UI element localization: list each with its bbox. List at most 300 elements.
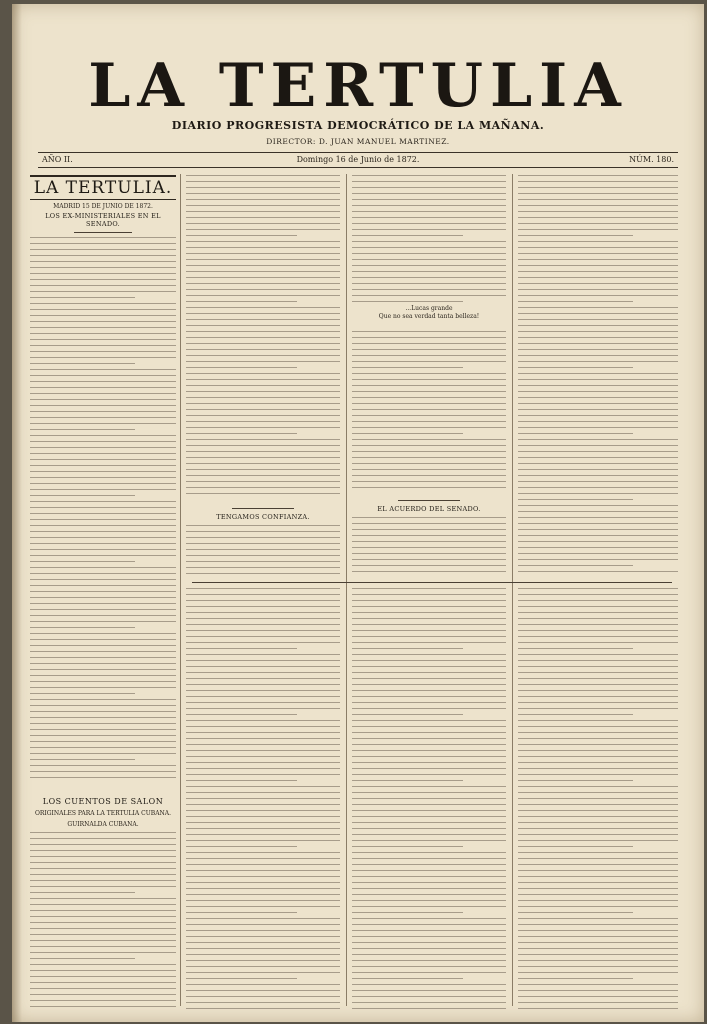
text-line <box>352 828 506 829</box>
column-1-feuilleton <box>30 794 176 1014</box>
text-line <box>518 445 678 446</box>
text-line <box>518 529 678 530</box>
text-line <box>352 966 506 967</box>
text-line <box>518 217 678 218</box>
text-line <box>30 910 176 911</box>
text-line <box>518 373 678 374</box>
text-line <box>518 648 633 649</box>
text-line <box>518 301 633 302</box>
text-line <box>352 283 506 284</box>
text-line <box>352 936 506 937</box>
text-line <box>518 361 678 362</box>
text-line <box>352 708 506 709</box>
text-line <box>352 810 506 811</box>
text-line <box>352 912 463 913</box>
text-line <box>352 427 506 428</box>
text-line <box>352 445 506 446</box>
text-line <box>518 571 678 572</box>
text-line <box>352 978 463 979</box>
text-line <box>518 936 678 937</box>
text-line <box>186 439 340 440</box>
text-line <box>518 642 678 643</box>
text-line <box>30 255 176 256</box>
text-line <box>186 684 340 685</box>
text-line <box>30 693 135 694</box>
text-line <box>30 832 176 833</box>
column-1-article <box>30 175 176 785</box>
text-line <box>518 738 678 739</box>
text-line <box>352 475 506 476</box>
text-line <box>518 505 678 506</box>
text-line <box>186 307 340 308</box>
text-line <box>186 427 340 428</box>
text-line <box>518 660 678 661</box>
text-line <box>518 966 678 967</box>
feuilleton-headline: LOS CUENTOS DE SALON <box>42 797 164 806</box>
text-line <box>30 453 176 454</box>
text-line <box>30 441 176 442</box>
text-line <box>30 381 176 382</box>
text-line <box>30 609 176 610</box>
text-line <box>518 1008 678 1009</box>
text-line <box>352 241 506 242</box>
text-line <box>518 912 633 913</box>
text-line <box>352 529 506 530</box>
text-line <box>186 193 340 194</box>
text-line <box>30 507 176 508</box>
text-line <box>352 391 506 392</box>
article-text <box>352 175 506 488</box>
text-line <box>186 978 297 979</box>
article-headline: LOS EX-MINISTERIALES EN EL SENADO. <box>45 212 161 228</box>
text-line <box>186 361 340 362</box>
text-line <box>352 786 506 787</box>
text-line <box>352 337 506 338</box>
text-line <box>518 547 678 548</box>
text-line <box>186 924 340 925</box>
feuilleton-story-title: GUIRNALDA CUBANA. <box>67 821 139 828</box>
text-line <box>518 241 678 242</box>
text-line <box>30 603 176 604</box>
text-line <box>518 439 678 440</box>
text-line <box>352 948 506 949</box>
text-line <box>186 313 340 314</box>
column-2-feuilleton <box>186 588 340 1016</box>
text-line <box>352 612 506 613</box>
text-line <box>30 423 176 424</box>
text-line <box>186 247 340 248</box>
text-line <box>352 846 463 847</box>
text-line <box>30 285 176 286</box>
text-line <box>30 856 176 857</box>
text-line <box>352 523 506 524</box>
text-line <box>186 762 340 763</box>
text-line <box>186 259 340 260</box>
text-line <box>518 906 678 907</box>
text-line <box>186 277 340 278</box>
text-line <box>352 702 506 703</box>
text-line <box>518 349 678 350</box>
text-line <box>186 690 340 691</box>
issue-number: NÚM. 180. <box>629 155 674 164</box>
text-line <box>518 193 678 194</box>
article-headline: TENGAMOS CONFIANZA. <box>216 513 310 521</box>
text-line <box>352 235 463 236</box>
text-line <box>30 928 176 929</box>
text-line <box>518 714 633 715</box>
text-line <box>186 343 340 344</box>
text-line <box>186 660 340 661</box>
text-line <box>186 768 340 769</box>
subarticle-subhead: Que no sea verdad tanta belleza! <box>378 313 480 320</box>
text-line <box>352 930 506 931</box>
text-line <box>30 681 176 682</box>
text-line <box>186 379 340 380</box>
text-line <box>30 723 176 724</box>
text-line <box>30 663 176 664</box>
text-line <box>186 876 340 877</box>
text-line <box>30 988 176 989</box>
text-line <box>352 942 506 943</box>
text-line <box>518 954 678 955</box>
text-line <box>518 840 678 841</box>
text-line <box>186 834 340 835</box>
text-line <box>352 343 506 344</box>
text-line <box>518 517 678 518</box>
text-line <box>352 439 506 440</box>
text-line <box>518 834 678 835</box>
text-line <box>518 379 678 380</box>
text-line <box>186 990 340 991</box>
text-line <box>518 876 678 877</box>
text-line <box>518 948 678 949</box>
masthead-director: DIRECTOR: D. JUAN MANUEL MARTINEZ. <box>266 137 450 146</box>
text-line <box>352 277 506 278</box>
text-line <box>352 804 506 805</box>
text-line <box>30 411 176 412</box>
text-line <box>352 906 506 907</box>
text-line <box>30 597 176 598</box>
text-line <box>518 289 678 290</box>
text-line <box>352 535 506 536</box>
text-line <box>352 678 506 679</box>
text-line <box>30 375 176 376</box>
text-line <box>518 427 678 428</box>
text-line <box>518 750 678 751</box>
text-line <box>186 415 340 416</box>
text-line <box>186 445 340 446</box>
feuilleton-text <box>186 588 340 1009</box>
text-line <box>352 762 506 763</box>
text-line <box>186 475 340 476</box>
text-line <box>352 571 506 572</box>
article-text <box>186 175 340 494</box>
text-line <box>186 882 340 883</box>
text-line <box>30 729 176 730</box>
text-line <box>30 747 176 748</box>
text-line <box>186 852 340 853</box>
text-line <box>186 750 340 751</box>
text-line <box>30 321 176 322</box>
column-3-feuilleton <box>352 588 506 1016</box>
text-line <box>30 519 176 520</box>
text-line <box>30 465 176 466</box>
text-line <box>30 934 176 935</box>
text-line <box>518 337 678 338</box>
text-line <box>352 720 506 721</box>
article-text <box>186 525 340 574</box>
text-line <box>518 858 678 859</box>
text-line <box>518 696 678 697</box>
text-line <box>352 349 506 350</box>
text-line <box>30 483 176 484</box>
text-line <box>30 940 176 941</box>
text-line <box>352 714 463 715</box>
separator <box>398 500 460 501</box>
text-line <box>352 732 506 733</box>
text-line <box>518 732 678 733</box>
text-line <box>30 591 176 592</box>
text-line <box>186 457 340 458</box>
text-line <box>186 648 297 649</box>
text-line <box>518 864 678 865</box>
text-line <box>352 798 506 799</box>
text-line <box>352 271 506 272</box>
text-line <box>186 349 340 350</box>
text-line <box>30 886 176 887</box>
text-line <box>518 726 678 727</box>
text-line <box>518 415 678 416</box>
masthead-subtitle: DIARIO PROGRESISTA DEMOCRÁTICO DE LA MAÑANA. <box>171 119 545 132</box>
text-line <box>186 421 340 422</box>
text-line <box>30 880 176 881</box>
column-rule <box>512 174 513 1006</box>
text-line <box>352 223 506 224</box>
text-line <box>30 970 176 971</box>
text-line <box>30 393 176 394</box>
text-line <box>352 696 506 697</box>
text-line <box>518 870 678 871</box>
text-line <box>352 229 506 230</box>
text-line <box>30 874 176 875</box>
text-line <box>186 894 340 895</box>
text-line <box>352 199 506 200</box>
text-line <box>186 373 340 374</box>
text-line <box>518 882 678 883</box>
text-line <box>186 708 340 709</box>
text-line <box>186 918 340 919</box>
text-line <box>352 924 506 925</box>
text-line <box>352 864 506 865</box>
text-line <box>186 936 340 937</box>
text-line <box>186 451 340 452</box>
text-line <box>30 579 176 580</box>
text-line <box>186 391 340 392</box>
text-line <box>518 588 678 589</box>
text-line <box>30 267 176 268</box>
text-line <box>186 573 340 574</box>
article-text <box>30 237 176 778</box>
text-line <box>30 471 176 472</box>
text-line <box>518 355 678 356</box>
text-line <box>186 954 340 955</box>
text-line <box>518 223 678 224</box>
text-line <box>352 379 506 380</box>
column-4-article <box>518 175 678 580</box>
text-line <box>518 822 678 823</box>
text-line <box>518 403 678 404</box>
text-line <box>352 355 506 356</box>
text-line <box>352 648 463 649</box>
text-line <box>30 735 176 736</box>
text-line <box>352 594 506 595</box>
text-line <box>352 768 506 769</box>
text-line <box>518 930 678 931</box>
text-line <box>518 846 633 847</box>
text-line <box>352 421 506 422</box>
text-line <box>186 549 340 550</box>
text-line <box>186 567 340 568</box>
text-line <box>186 744 340 745</box>
text-line <box>352 397 506 398</box>
text-line <box>186 960 340 961</box>
text-line <box>30 1006 176 1007</box>
text-line <box>352 972 506 973</box>
newspaper-page <box>12 4 704 1022</box>
text-line <box>186 624 340 625</box>
text-line <box>186 481 340 482</box>
text-line <box>518 918 678 919</box>
text-line <box>30 904 176 905</box>
text-line <box>352 684 506 685</box>
text-line <box>30 994 176 995</box>
text-line <box>30 759 135 760</box>
text-line <box>518 804 678 805</box>
text-line <box>518 606 678 607</box>
text-line <box>352 990 506 991</box>
text-line <box>30 513 176 514</box>
text-line <box>352 858 506 859</box>
text-line <box>186 966 340 967</box>
text-line <box>186 397 340 398</box>
text-line <box>518 433 633 434</box>
text-line <box>30 862 176 863</box>
text-line <box>30 303 176 304</box>
text-line <box>30 777 176 778</box>
text-line <box>352 487 506 488</box>
text-line <box>518 325 678 326</box>
text-line <box>186 187 340 188</box>
text-line <box>30 669 176 670</box>
text-line <box>518 181 678 182</box>
text-line <box>186 463 340 464</box>
text-line <box>518 283 678 284</box>
text-line <box>518 307 678 308</box>
text-line <box>30 477 176 478</box>
text-line <box>518 684 678 685</box>
text-line <box>30 711 176 712</box>
text-line <box>186 331 340 332</box>
text-line <box>352 960 506 961</box>
text-line <box>352 253 506 254</box>
text-line <box>30 363 135 364</box>
text-line <box>352 409 506 410</box>
text-line <box>518 972 678 973</box>
text-line <box>352 211 506 212</box>
text-line <box>518 175 678 176</box>
text-line <box>186 487 340 488</box>
text-line <box>518 397 678 398</box>
text-line <box>352 984 506 985</box>
text-line <box>30 657 176 658</box>
text-line <box>352 403 506 404</box>
text-line <box>352 175 506 176</box>
masthead-title: LA TERTULIA <box>88 51 628 121</box>
text-line <box>518 924 678 925</box>
feuilleton-text <box>30 832 176 1007</box>
text-line <box>352 517 506 518</box>
text-line <box>352 588 506 589</box>
text-line <box>518 786 678 787</box>
text-line <box>186 493 340 494</box>
text-line <box>352 331 506 332</box>
text-line <box>186 618 340 619</box>
text-line <box>186 588 340 589</box>
column-2-article <box>186 175 340 500</box>
text-line <box>30 387 176 388</box>
text-line <box>30 615 176 616</box>
text-line <box>518 744 678 745</box>
text-line <box>186 253 340 254</box>
text-line <box>352 181 506 182</box>
issue-date: Domingo 16 de Junio de 1872. <box>296 155 420 164</box>
text-line <box>518 331 678 332</box>
text-line <box>518 708 678 709</box>
text-line <box>30 868 176 869</box>
text-line <box>352 265 506 266</box>
text-line <box>518 678 678 679</box>
text-line <box>186 672 340 673</box>
text-line <box>518 211 678 212</box>
text-line <box>352 301 463 302</box>
text-line <box>30 922 176 923</box>
text-line <box>186 780 297 781</box>
article-dateline: MADRID 15 DE JUNIO DE 1872. <box>53 203 153 210</box>
text-line <box>186 840 340 841</box>
text-line <box>30 543 176 544</box>
text-line <box>186 241 340 242</box>
text-line <box>518 565 633 566</box>
text-line <box>186 561 340 562</box>
text-line <box>30 489 176 490</box>
text-line <box>186 666 340 667</box>
text-line <box>186 301 297 302</box>
text-line <box>30 771 176 772</box>
text-line <box>186 996 340 997</box>
text-line <box>518 451 678 452</box>
text-line <box>30 958 135 959</box>
text-line <box>518 672 678 673</box>
text-line <box>186 319 340 320</box>
text-line <box>30 946 176 947</box>
text-line <box>352 666 506 667</box>
text-line <box>186 930 340 931</box>
text-line <box>30 549 176 550</box>
article-headline: EL ACUERDO DEL SENADO. <box>377 505 481 513</box>
text-line <box>352 636 506 637</box>
text-line <box>186 810 340 811</box>
text-line <box>352 565 506 566</box>
